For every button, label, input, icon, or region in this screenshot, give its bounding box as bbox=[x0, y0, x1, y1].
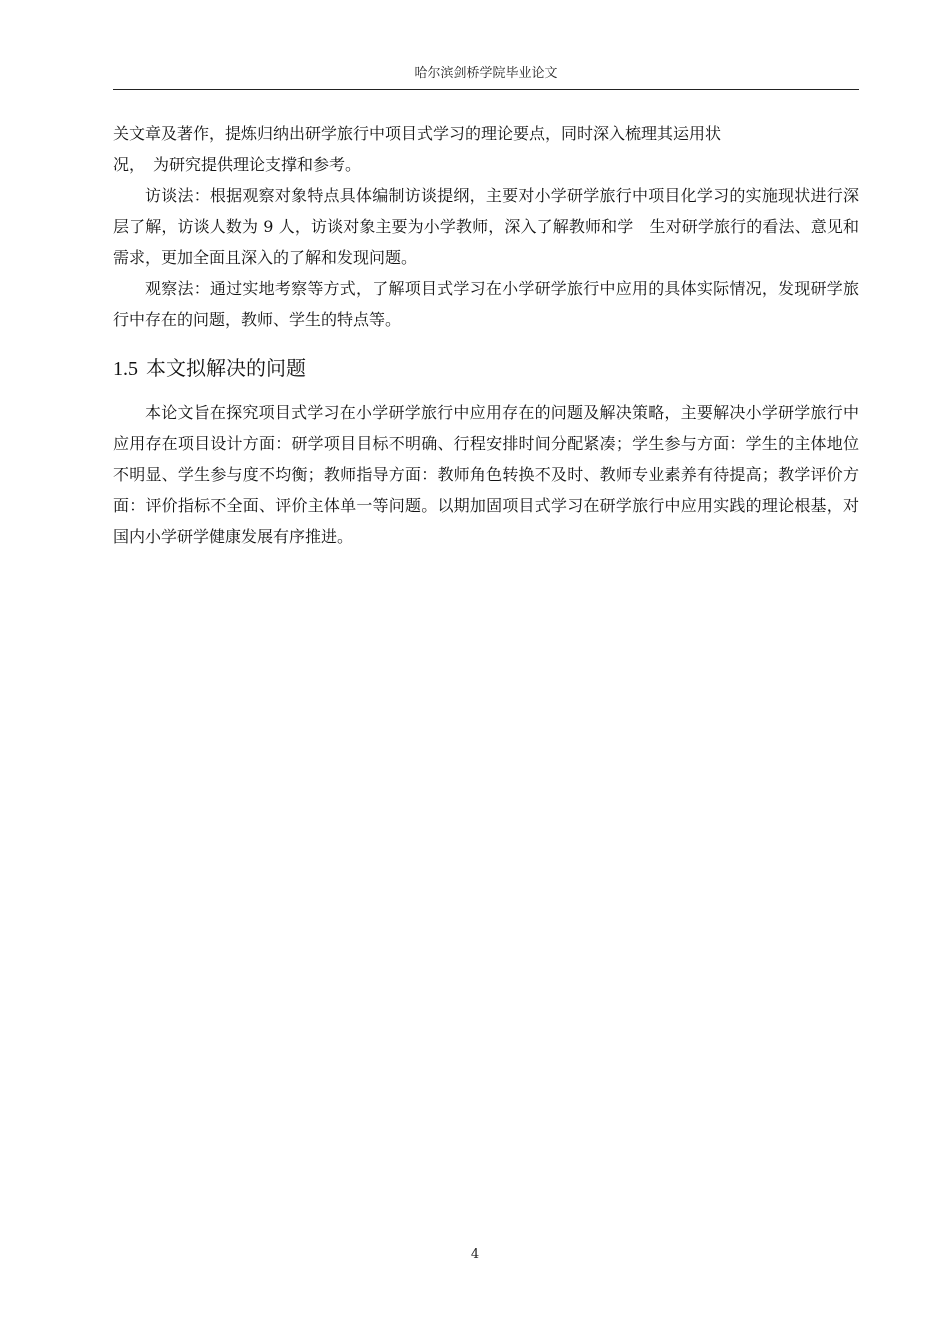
paragraph-observation-method: 观察法：通过实地考察等方式，了解项目式学习在小学研学旅行中应用的具体实际情况，发现研学旅行中存在的问题，教师、学生的特点等。 bbox=[113, 279, 859, 329]
page-header bbox=[113, 63, 859, 90]
page-number bbox=[0, 1246, 950, 1264]
body-text-bottom bbox=[113, 397, 859, 552]
section-heading bbox=[113, 352, 306, 385]
header-title: 哈尔滨剑桥学院毕业论文 bbox=[414, 66, 558, 81]
paragraph-interview-method: 访谈法：根据观察对象特点具体编制访谈提纲，主要对小学研学旅行中项目化学习的实施现状进行深层了解，访谈人数为 9 人，访谈对象主要为小学教师，深入了解教师和学 生对研学旅行的看法、意见和需求，更加全面且深入的了解和发现问题。 bbox=[113, 186, 859, 267]
paragraph-literature-line2: 况， 为研究提供理论支撑和参考。 bbox=[113, 155, 362, 174]
section-number: 1.5 bbox=[113, 358, 138, 380]
page-number-text: 4 bbox=[470, 1247, 480, 1262]
body-text-top bbox=[113, 118, 859, 335]
paragraph-problems: 本论文旨在探究项目式学习在小学研学旅行中应用存在的问题及解决策略，主要解决小学研学旅行中应用存在项目设计方面：研学项目目标不明确、行程安排时间分配紧凑；学生参与方面：学生的主体地位不明显、学生参与度不均衡；教师指导方面：教师角色转换不及时、教师专业素养有待提高；教学评价方面：评价指标不全面、评价主体单一等问题。以期加固项目式学习在研学旅行中应用实践的理论根基，对国内小学研学健康发展有序推进。 bbox=[113, 403, 859, 546]
paragraph-literature-line1: 关文章及著作，提炼归纳出研学旅行中项目式学习的理论要点，同时深入梳理其运用状 bbox=[113, 124, 722, 143]
section-title: 本文拟解决的问题 bbox=[146, 356, 306, 380]
